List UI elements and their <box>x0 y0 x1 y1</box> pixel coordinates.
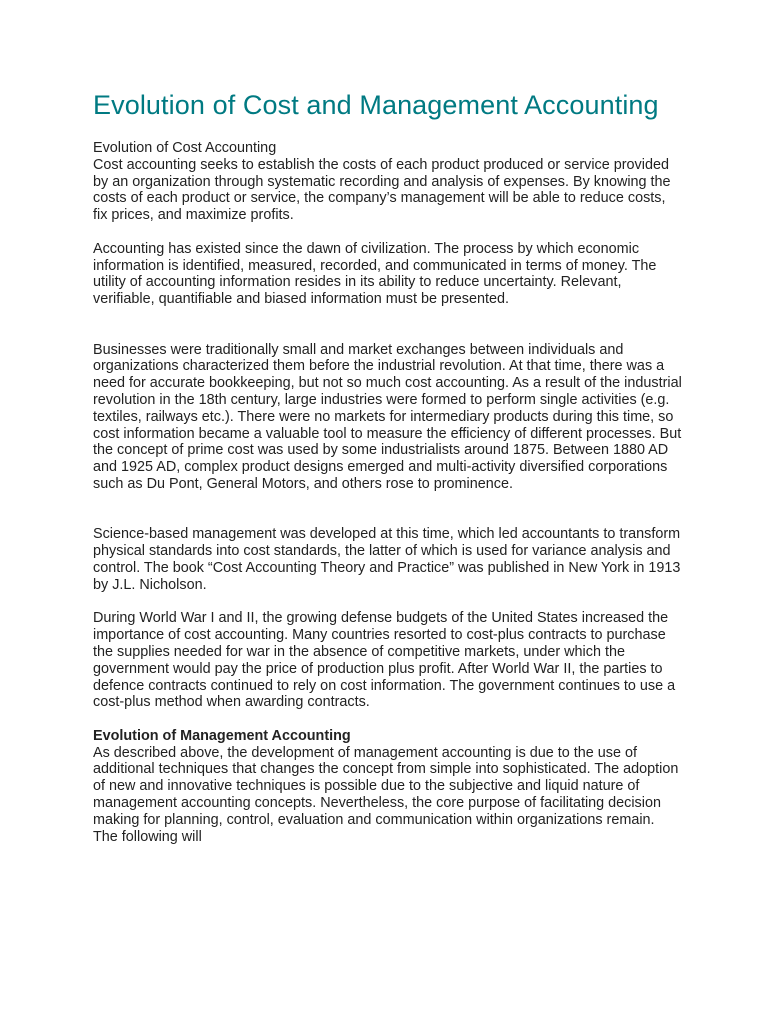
spacer <box>93 308 683 342</box>
paragraph-management-accounting: As described above, the development of management accounting is due to the use of additional techniques that changes the concept from simple into sophisticated. The adoption of new and innovative techniques is possible due to the subjective and liquid nature of management accounting concepts. Nevertheless, the core purpose of facilitating decision making for planning, control, evaluation and communication within organizations remain. The following will <box>93 744 679 845</box>
spacer <box>93 493 683 527</box>
subheading-cost-accounting: Evolution of Cost Accounting <box>93 140 277 156</box>
spacer <box>93 711 683 728</box>
paragraph-accounting-history: Accounting has existed since the dawn of civilization. The process by which economic information is identified, measured, recorded, and communicated in terms of money. The utility of accounting information resides in its ability to reduce uncertainty. Relevant, verifiable, quantifiable and biased information must be presented. <box>93 240 657 308</box>
paragraph-cost-intro: Cost accounting seeks to establish the costs of each product produced or service provided by an organization through systematic recording and analysis of expenses. By knowing the costs of each product or service, the company’s management will be able to reduce costs, fix prices, and maximize profits. <box>93 156 671 224</box>
spacer <box>93 224 683 241</box>
document-page <box>93 88 683 845</box>
paragraph-industrial-revolution: Businesses were traditionally small and market exchanges between individuals and organizations characterized them before the industrial revolution. At that time, there was a need for accurate bookkeeping, but not so much cost accounting. As a result of the industrial revolution in the 18th century, large industries were formed to perform single activities (e.g. textiles, railways etc.). There were no markets for intermediary products during this time, so cost information became a valuable tool to measure the efficiency of different processes. But the concept of prime cost was used by some industrialists around 1875. Between 1880 AD and 1925 AD, complex product designs emerged and multi-activity diversified corporations such as Du Pont, General Motors, and others rose to prominence. <box>93 341 682 492</box>
paragraph-world-wars: During World War I and II, the growing defense budgets of the United States increased the importance of cost accounting. Many countries resorted to cost-plus contracts to purchase the supplies needed for war in the absence of competitive markets, under which the government would pay the price of production plus profit. After World War II, the parties to defence contracts continued to rely on cost information. The government continues to use a cost-plus method when awarding contracts. <box>93 610 676 711</box>
subheading-management-accounting: Evolution of Management Accounting <box>93 727 351 744</box>
paragraph-science-based-management: Science-based management was developed at this time, which led accountants to transform physical standards into cost standards, the latter of which is used for variance analysis and control. The book “Cost Accounting Theory and Practice” was published in New York in 1913 by J.L. Nicholson. <box>93 526 681 593</box>
spacer <box>93 594 683 611</box>
page-title: Evolution of Cost and Management Accounting <box>93 90 659 120</box>
